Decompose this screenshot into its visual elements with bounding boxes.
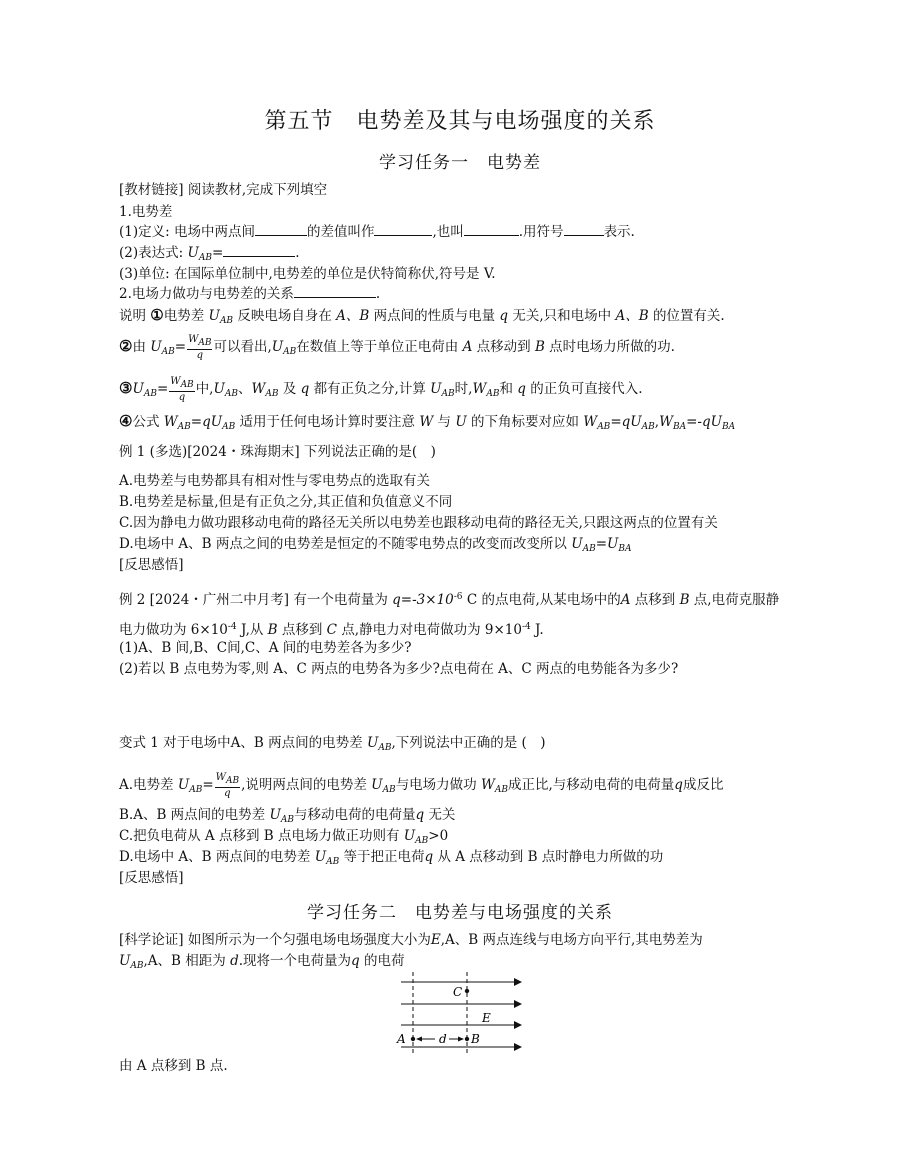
example-1-label: 例 1 (多选)[2024・珠海期末] 下列说法正确的是( ) [119,444,436,460]
item-1-heading: 1.电势差 [119,204,173,220]
variant-1-option-c: C.把负电荷从 A 点移到 B 点电场力做正功则有 $U_{AB}>0$ [119,828,449,846]
reflection-label: [反思感悟] [119,870,184,886]
science-argument-line-2: $U_{AB},A$、B 相距为 d.现将一个电荷量为q 的电荷 [119,953,405,971]
example-2-question-1: (1)A、B 间,B、C间,C、A 间的电势差各为多少? [119,640,412,656]
fraction-wab-over-q: $\frac{W_{AB}}{q}$ [188,334,212,361]
label-a: A [397,1032,406,1046]
fraction-wab-over-q: $\frac{W_{AB}}{q}$ [170,376,194,403]
note-3: $③U_{AB}=$ $\frac{W_{AB}}{q}$ 中$,U_{AB}$、$W_{AB}$ 及 q 都有正负之分,计算 $U_{AB}$时$,W_{AB}$和 q 的正负可直接代入. [119,376,643,403]
fraction-wab-over-q: $\frac{W_{AB}}{q}$ [215,772,240,799]
uniform-field-figure [395,968,527,1058]
point-c [465,989,469,993]
point-b [465,1037,469,1041]
note-2: ②由 $U_{AB}=$ $\frac{W_{AB}}{q}$ 可以看出$,U_{AB}$在数值上等于单位正电荷由 A 点移动到 B 点时电场力所做的功. [119,334,675,361]
definition-line: (1)定义: 电场中两点间 的差值叫作 ,也叫 .用符号 表示. [119,224,635,240]
reflection-label: [反思感悟] [119,557,184,573]
variant-1-label: 变式 1 对于电场中A、B 两点间的电势差 $U_{AB}$,下列说法中正确的是 ( ) [119,735,546,753]
blank [374,223,432,236]
example-1-option-d: D.电场中 A、B 两点之间的电势差是恒定的不随零电势点的改变而改变所以 $U_{AB}=U_{BA}$ [119,536,632,554]
label-d: d [439,1032,447,1046]
textbook-link-intro: [教材链接] 阅读教材,完成下列填空 [119,182,328,198]
variant-1-option-d: D.电场中 A、B 两点间的电势差 $U_{AB}$ 等于把正电荷q 从 A 点移动到 B 点时静电力所做的功 [119,849,664,867]
section-title: 第五节 电势差及其与电场强度的关系 [264,109,656,134]
example-2-question-2: (2)若以 B 点电势为零,则 A、C 两点的电势各为多少?点电荷在 A、C 两点的电势能各为多少? [119,661,679,677]
point-a [411,1037,415,1041]
variant-1-option-b: B.A、B 两点间的电势差 $U_{AB}$与移动电荷的电荷量q 无关 [119,807,456,825]
blank [564,223,604,236]
item-2-heading: 2.电场力做功与电势差的关系 . [119,286,381,302]
science-argument-line-3: 由 A 点移到 B 点. [119,1058,228,1074]
task1-heading: 学习任务一 电势差 [379,153,541,173]
blank [255,223,307,236]
example-1-option-a: A.电势差与电势都具有相对性与零电势点的选取有关 [119,473,431,489]
variant-1-option-a: A.电势差 $U_{AB}=$ $\frac{W_{AB}}{q}$ ,说明两点间的电势差 $U_{AB}$与电场力做功 $W_{AB}$成正比,与移动电荷的电荷量q成反比 [119,772,724,799]
blank [464,223,519,236]
blank [223,244,295,257]
expression-line: (2)表达式: $U_{AB}=$ . [119,245,300,263]
example-1-option-c: C.因为静电力做功跟移动电荷的路径无关所以电势差也跟移动电荷的路径无关,只跟这两点的位置有关 [119,515,718,531]
example-1-option-b: B.电势差是标量,但是有正负之分,其正值和负值意义不同 [119,494,453,510]
unit-line: (3)单位: 在国际单位制中,电势差的单位是伏特简称伏,符号是 V. [119,266,496,282]
label-e: E [482,1011,491,1025]
blank [294,285,376,298]
label-c: C [453,985,463,999]
science-argument-line-1: [科学论证] 如图所示为一个匀强电场电场强度大小为E,A、B 两点连线与电场方向平行,其电势差为 [119,932,703,948]
example-2-line-2: 电力做功为 $6\times 10^{-4}$ J,从 B 点移到 C 点,静电力对电荷做功为 $9\times 10^{-4}$ J. [119,622,544,638]
note-1: 说明 ①电势差 $U_{AB}$ 反映电场自身在 A、B 两点间的性质与电量 q 无关,只和电场中 A、B 的位置有关. [119,306,725,326]
note-4: ④公式 $W_{AB}=qU_{AB}$ 适用于任何电场计算时要注意 W 与 U 的下角标要对应如 $W_{AB}=qU_{AB},W_{BA}=-qU_{BA}$ [119,412,736,432]
task2-heading: 学习任务二 电势差与电场强度的关系 [307,903,613,923]
example-2-line-1: 例 2 [2024・广州二中月考] 有一个电荷量为 $q=-3\times 10^{-6}$ C 的点电荷,从某电场中的A 点移到 B 点,电荷克服静 [119,592,780,608]
label-b: B [471,1032,480,1046]
